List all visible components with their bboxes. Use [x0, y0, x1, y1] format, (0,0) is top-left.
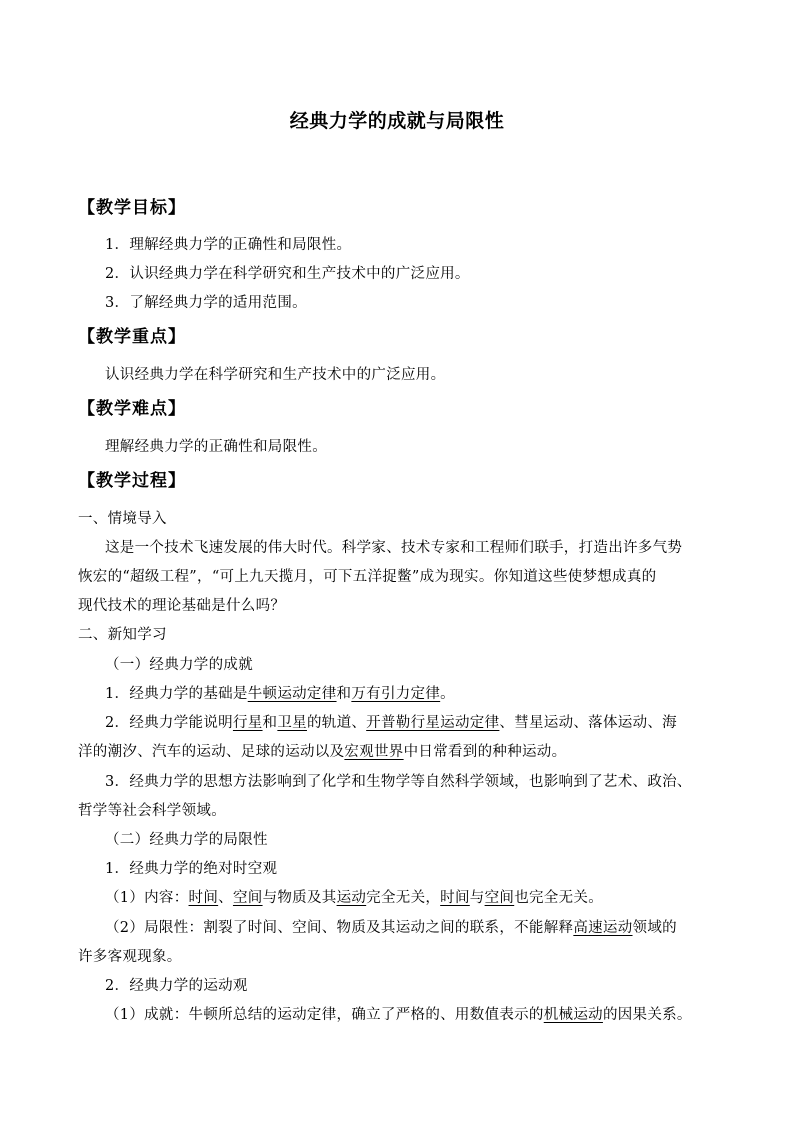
- paragraph-line: 现代技术的理论基础是什么吗？: [78, 598, 286, 614]
- subsection-heading: （二）经典力学的局限性: [105, 832, 268, 848]
- section-heading: 二、新知学习: [78, 627, 167, 643]
- underlined-term: 牛顿运动定律: [247, 686, 337, 702]
- key-points-heading: 【教学重点】: [78, 327, 186, 347]
- list-item: [105, 711, 677, 732]
- text: 完全无关，: [366, 890, 441, 906]
- text: （1）成就：牛顿所总结的运动定律，确立了严格的、用数值表示的: [105, 1007, 544, 1023]
- list-item-continuation: 许多客观现象。: [78, 949, 182, 965]
- text: 和: [262, 715, 278, 731]
- text: 。: [440, 686, 455, 702]
- underlined-term: 高速运动: [573, 920, 633, 936]
- list-item: 2．经典力学的运动观: [105, 978, 248, 994]
- difficulties-heading: 【教学难点】: [78, 399, 186, 419]
- text: 1．经典力学的基础是: [105, 686, 248, 702]
- list-item: [105, 682, 455, 703]
- text: （2）局限性：割裂了时间、空间、物质及其运动之间的联系，不能解释: [105, 920, 574, 936]
- underlined-term: 机械运动: [543, 1007, 603, 1023]
- paragraph-line: 这是一个技术飞速发展的伟大时代。科学家、技术专家和工程师们联手，打造出许多气势: [105, 540, 683, 556]
- underlined-term: 行星: [232, 715, 263, 731]
- page-title: 经典力学的成就与局限性: [289, 110, 505, 132]
- underlined-term: 卫星: [277, 715, 307, 731]
- key-points-text: 认识经典力学在科学研究和生产技术中的广泛应用。: [105, 367, 446, 383]
- text: 与: [469, 890, 485, 906]
- underlined-term: 空间: [484, 890, 515, 906]
- text: 也完全无关。: [514, 890, 604, 906]
- objective-item: 2．认识经典力学在科学研究和生产技术中的广泛应用。: [105, 266, 470, 282]
- text: 领域的: [632, 920, 677, 936]
- list-item: [105, 916, 677, 937]
- paragraph-line: 恢宏的“超级工程”，“可上九天揽月，可下五洋捉鳖”成为现实。你知道这些使梦想成真的: [78, 569, 657, 585]
- list-item: 1．经典力学的绝对时空观: [105, 861, 278, 877]
- objective-item: 3．了解经典力学的适用范围。: [105, 295, 307, 311]
- underlined-term: 时间: [440, 890, 470, 906]
- text: 的轨道、: [306, 715, 367, 731]
- process-heading: 【教学过程】: [78, 471, 186, 491]
- text: 2．经典力学能说明: [105, 715, 233, 731]
- text: 、: [218, 890, 233, 906]
- text: 与物质及其: [262, 890, 337, 906]
- list-item-continuation: 哲学等社会科学领域。: [78, 803, 226, 819]
- list-item: 3．经典力学的思想方法影响到了化学和生物学等自然科学领域，也影响到了艺术、政治、: [105, 774, 692, 790]
- section-heading: 一、情境导入: [78, 511, 167, 527]
- objective-item: 1．理解经典力学的正确性和局限性。: [105, 237, 352, 253]
- list-item-continuation: [78, 740, 566, 761]
- underlined-term: 万有引力定律: [351, 686, 441, 702]
- text: （1）内容：: [105, 890, 189, 906]
- text: 洋的潮汐、汽车的运动、足球的运动以及: [78, 744, 345, 760]
- list-item: [105, 886, 603, 907]
- underlined-term: 运动: [336, 890, 367, 906]
- text: 、彗星运动、落体运动、海: [499, 715, 677, 731]
- underlined-term: 开普勒行星运动定律: [366, 715, 500, 731]
- list-item: [105, 1003, 692, 1024]
- text: 和: [336, 686, 352, 702]
- underlined-term: 宏观世界: [344, 744, 404, 760]
- underlined-term: 时间: [188, 890, 219, 906]
- objectives-heading: 【教学目标】: [78, 198, 186, 218]
- text: 的因果关系。: [602, 1007, 692, 1023]
- subsection-heading: （一）经典力学的成就: [105, 657, 253, 673]
- text: 中日常看到的种种运动。: [403, 744, 567, 760]
- underlined-term: 空间: [232, 890, 263, 906]
- difficulties-text: 理解经典力学的正确性和局限性。: [105, 439, 327, 455]
